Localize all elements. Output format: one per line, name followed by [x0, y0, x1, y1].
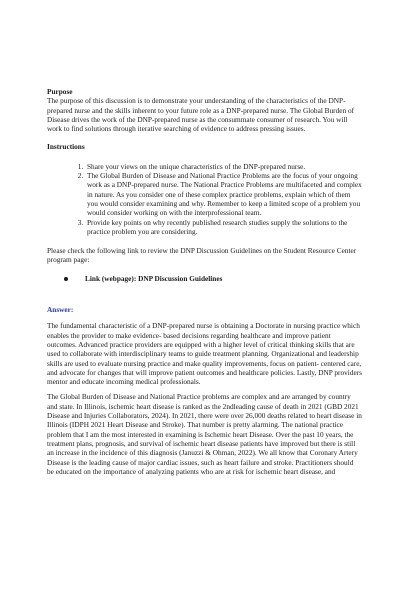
instruction-item-1: 1. Share your views on the unique characteristics of the DNP-prepared nurse.: [85, 162, 362, 171]
instruction-item-3: 3. Provide key points on why recently published research studies supply the solutions to the practice problem you are considering.: [85, 218, 362, 237]
purpose-text: The purpose of this discussion is to demonstrate your understanding of the characteristics of the DNP-prepared nurse and the skills inherent to your future role as a DNP-prepared nurse. The Global Burden of Disease drives the work of the DNP-prepared nurse as the consummate consumer of research. You will work to find solutions through iterative searching of evidence to address pressing issues.: [47, 96, 355, 134]
answer-paragraph-1: The fundamental characteristic of a DNP-prepared nurse is obtaining a Doctorate in nursing practice which enables the provider to make evidence- based decisions regarding healthcare and improve patient outcomes. Advanced practice providers are equipped with a higher level of critical thinking skills that are used to collaborate with interdisciplinary teams to guide treatment planning. Organizational and leadership skills are used to evaluate nursing practice and make quality improvements, focus on patient- centered care, and advocate for changes that will improve patient outcomes and healthcare policies. Lastly, DNP providers mentor and educate incoming medical professionals.: [47, 321, 362, 387]
purpose-heading: Purpose: [47, 87, 73, 96]
instructions-heading: Instructions: [47, 142, 85, 152]
instructions-list: [47, 162, 362, 236]
links-list: [47, 274, 362, 283]
answer-paragraph-2: The Global Burden of Disease and National Practice problems are complex and are arranged by country and state. In Illinois, ischemic heart disease is ranked as the 2ndleading cause of death in 2021 (GBD 2021 Disease and Injuries Collaborators, 2024). In 2021, there were over 26,000 deaths related to heart disease in Illinois (IDPH 2021 Heart Disease and Stroke). That number is pretty alarming. The national practice problem that I am the most interested in examining is Ischemic heart Disease. Over the past 10 years, the treatment plans, prognosis, and survival of ischemic heart disease patients have improved but there is still an increase in the incidence of this diagnosis (Januzzi & Ohman, 2022). We all know that Coronary Artery Disease is the leading cause of major cardiac issues, such as heart failure and stroke. Practitioners should be educated on the importance of analyzing patients who are at risk for ischemic heart disease, and: [47, 392, 362, 476]
instruction-item-2: 2. The Global Burden of Disease and National Practice Problems are the focus of your ongoing work as a DNP-prepared nurse. The National Practice Problems are multifaceted and complex in nature. As you consider one of these complex practice problems, explain which of them you would consider examining and why. Remember to keep a limited scope of a problem you would consider working on with the interprofessional team.: [85, 171, 362, 217]
guidelines-link-item[interactable]: [85, 274, 362, 283]
guidelines-instruction-text: Please check the following link to review the DNP Discussion Guidelines on the Student Resource Center program page:: [47, 246, 357, 265]
answer-heading: Answer:: [47, 305, 74, 315]
guidelines-link[interactable]: Link (webpage): DNP Discussion Guidelines: [85, 273, 223, 283]
bullet-icon: [64, 277, 68, 281]
document-body: [47, 87, 362, 476]
